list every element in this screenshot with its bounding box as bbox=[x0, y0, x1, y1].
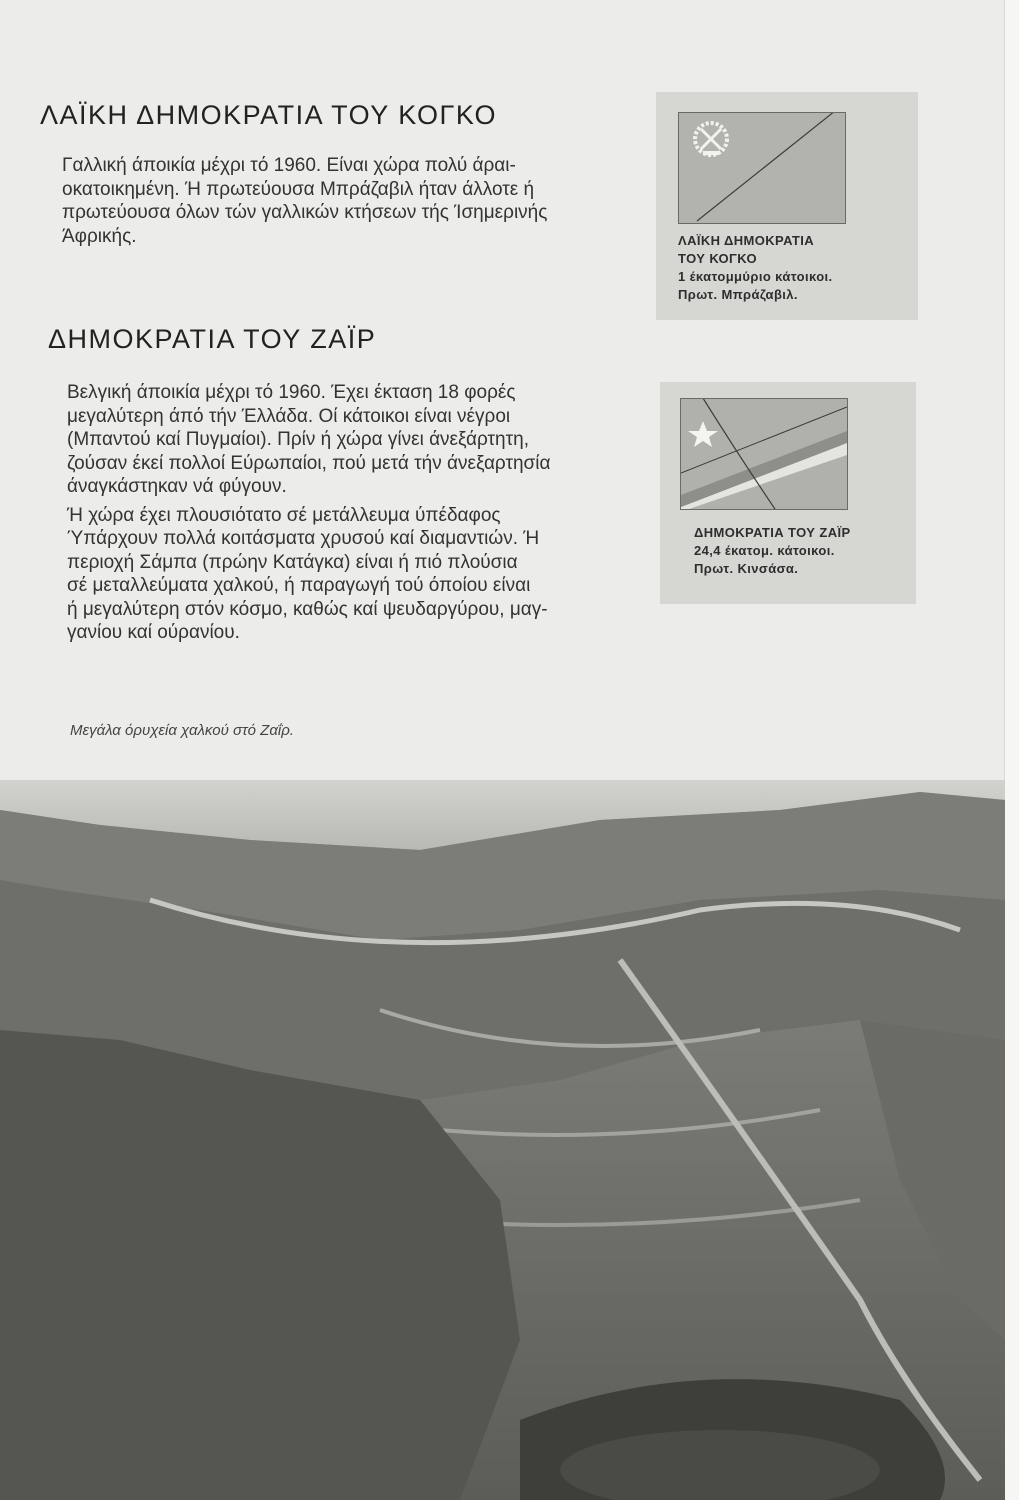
text-line: οκατοικημένη. Ή πρωτεύουσα Μπράζαβιλ ήταν άλλοτε ή bbox=[62, 178, 535, 200]
card-line: ΤΟΥ ΚΟΓΚΟ bbox=[678, 251, 757, 266]
text-line: μεγαλύτερη άπό τήν Έλλάδα. Οί κάτοικοι είναι νέγροι bbox=[67, 405, 511, 427]
text-line: περιοχή Σάμπα (πρώην Κατάγκα) είναι ή πιό πλούσια bbox=[67, 551, 518, 573]
text-line: ή μεγαλύτερη στόν κόσμο, καθώς καί ψευδαργύρου, μαγ- bbox=[67, 598, 548, 620]
heading-zaire: ΔΗΜΟΚΡΑΤΙΑ ΤΟΥ ΖΑΪΡ bbox=[48, 324, 377, 354]
flag-zaire bbox=[680, 398, 848, 510]
card-line: Πρωτ. Μπράζαβιλ. bbox=[678, 287, 798, 302]
text-line: Άφρικής. bbox=[62, 225, 137, 247]
info-card-zaire bbox=[660, 382, 916, 604]
card-line: ΔΗΜΟΚΡΑΤΙΑ ΤΟΥ ΖΑΪΡ bbox=[694, 525, 851, 540]
photo-caption: Μεγάλα όρυχεία χαλκού στό Ζαΐρ. bbox=[70, 722, 294, 739]
text-line: Βελγική άποικία μέχρι τό 1960. Έχει έκταση 18 φορές bbox=[67, 382, 516, 403]
mine-photo-drawing bbox=[0, 780, 1005, 1500]
info-card-congo bbox=[656, 92, 918, 320]
text-line: σέ μεταλλεύματα χαλκού, ή παραγωγή τού όποίου είναι bbox=[67, 575, 531, 596]
text-line: γανίου καί ούρανίου. bbox=[67, 622, 240, 643]
card-zaire-text bbox=[694, 524, 851, 578]
page-edge bbox=[1004, 0, 1019, 1500]
flag-field bbox=[679, 113, 845, 223]
card-line: ΛΑΪΚΗ ΔΗΜΟΚΡΑΤΙΑ bbox=[678, 233, 814, 248]
paragraph-congo bbox=[62, 154, 547, 248]
flag-zaire-drawing bbox=[681, 399, 847, 509]
card-line: Πρωτ. Κινσάσα. bbox=[694, 561, 799, 576]
flag-congo bbox=[678, 112, 846, 224]
heading-congo: ΛΑΪΚΗ ΔΗΜΟΚΡΑΤΙΑ ΤΟΥ ΚΟΓΚΟ bbox=[40, 100, 498, 130]
text-line: ζούσαν έκεί πολλοί Εύρωπαίοι, πού μετά τήν άνεξαρτησία bbox=[67, 452, 551, 474]
text-line: πρωτεύουσα όλων τών γαλλικών κτήσεων τής Ίσημερινής bbox=[62, 202, 548, 223]
text-line: Ύπάρχουν πολλά κοιτάσματα χρυσού καί διαμαντιών. Ή bbox=[67, 528, 540, 549]
card-congo-text bbox=[678, 232, 833, 304]
mine-photo bbox=[0, 780, 1005, 1500]
card-line: 24,4 έκατομ. κάτοικοι. bbox=[694, 543, 835, 558]
text-line: άναγκάστηκαν νά φύγουν. bbox=[67, 476, 287, 497]
paragraph-zaire bbox=[67, 381, 550, 645]
text-line: (Μπαντού καί Πυγμαίοι). Πρίν ή χώρα γίνει άνεξάρτητη, bbox=[67, 429, 529, 450]
flag-congo-drawing bbox=[679, 113, 845, 223]
text-line: Γαλλική άποικία μέχρι τό 1960. Είναι χώρα πολύ άραι- bbox=[62, 155, 516, 176]
card-line: 1 έκατομμύριο κάτοικοι. bbox=[678, 269, 833, 284]
text-line: Ή χώρα έχει πλουσιότατο σέ μετάλλευμα ύπέδαφος bbox=[67, 504, 501, 526]
